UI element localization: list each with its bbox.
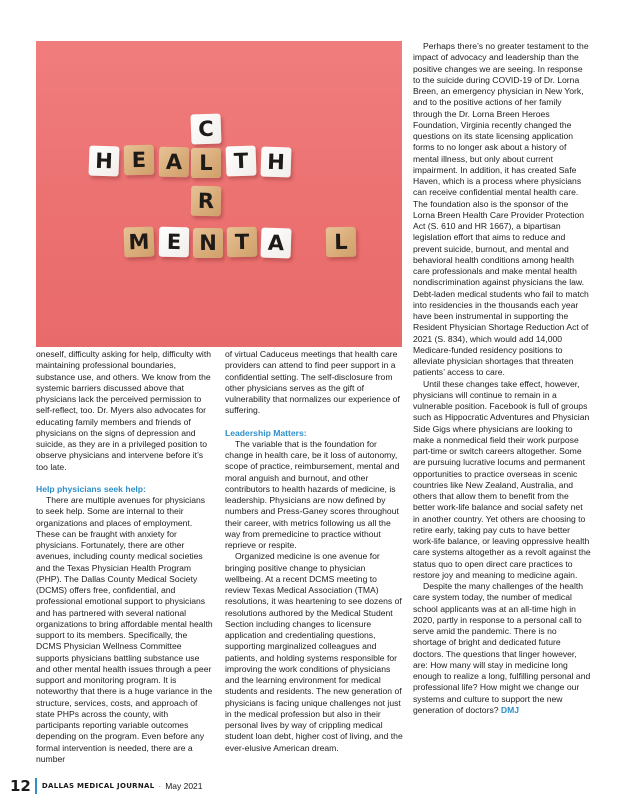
letter-tile: E xyxy=(159,227,190,258)
issue-date: May 2021 xyxy=(165,781,203,791)
letter-tile: T xyxy=(225,145,256,176)
page-footer xyxy=(10,776,203,796)
section-heading: Leadership Matters: xyxy=(225,427,307,438)
body-paragraph: Perhaps there’s no greater testament to the impact of advocacy and leadership than the positive changes we are seeing. In response to the suicide during COVID-19 of Dr. Lorna Breen, an emergency physician in New York, and to the positive actions of her family through the Dr. Lorna Breen Heroes Foundation, Virginia recently changed the questions on its state licensing application forms to no longer ask about a history of mental illness, but only about current impairment. In addition, it has created Safe Haven, which is a process where physicians can receive confidential mental health care. The foundation also is the sponsor of the Lorna Breen Health Care Provider Protection Act (S. 610 and HR 1667), a bipartisan legislation effort that aims to reduce and prevent suicide, burnout, and mental and behavioral health conditions among health care professionals and make mental health nondiscrimination against physicians the law. Debt-laden medical students who fail to match into residencies in the thousands each year have been instrumental in supporting the Resident Physician Shortage Reduction Act of 2021 (S. 834), which would add 14,000 Medicare-funded residency positions to alleviate physician shortages that threaten patients’ access to care. xyxy=(413,41,589,378)
page-number: 12 xyxy=(10,777,31,795)
final-text: Despite the many challenges of the health care system today, the number of medical school applicants was at an all-time high in 2020, partly in response to a personal call to serve amid the pandemic. There is no shortage of bright and dedicated future doctors. The questions that linger however, are: How many will stay in medicine long enough to realize a long, fulfilling personal and professional life? How might we change our systems and culture to support the new generation of doctors? xyxy=(413,581,591,715)
section-heading: Help physicians seek help: xyxy=(36,483,146,494)
letter-tile: T xyxy=(227,227,258,258)
letter-tile: H xyxy=(260,146,291,177)
column-3 xyxy=(413,41,591,716)
journal-name: DALLAS MEDICAL JOURNAL xyxy=(41,782,155,790)
letter-tile: C xyxy=(190,113,221,144)
column-2 xyxy=(225,349,403,754)
letter-tile: R xyxy=(191,186,222,217)
letter-tile: H xyxy=(88,145,119,176)
body-paragraph-final xyxy=(413,581,591,716)
body-paragraph: There are multiple avenues for physicians to seek help. Some are internal to their organizations and places of employment. These can be fraught with anxiety for physicians. Fortunately, there are other avenues, including county medical societies and the Texas Physician Health Program (PHP). The Dallas County Medical Society (DCMS) offers free, confidential, and professional emotional support to physicians and has partnered with several national organizations to bring affordable mental health support to its members. Specifically, the DCMS Physician Wellness Committee supports physicians battling substance use and other mental health issues through a peer support and monitoring program. It is noteworthy that there is a huge variance in the structure, services, costs, and approach of state PHPs across the county, with participants reporting variable outcomes depending on the program. Even before any formal intervention is needed, there are a number xyxy=(36,495,213,764)
letter-tile: L xyxy=(326,227,357,258)
letter-tile: E xyxy=(124,145,155,176)
letter-tile: A xyxy=(159,147,190,178)
column-1 xyxy=(36,349,214,765)
article-photo xyxy=(36,41,402,347)
letter-tile: L xyxy=(191,148,221,178)
body-paragraph: of virtual Caduceus meetings that health care providers can attend to find peer support in a confidential setting. The self-disclosure from other physicians serves as the gift of vulnerability that normalizes our experience of suffering. xyxy=(225,349,400,416)
body-paragraph: Until these changes take effect, however, physicians will continue to remain in a vulnerable position. Facebook is full of groups such as Hippocratic Adventures and Physician Side Gigs where physicians are looking to make a nonmedical field their work purpose part-time or switch careers altogether. Some are pursuing lucrative locums and permanent opportunities to practice overseas in scenic countries like New Zealand, Australia, and others that allow them to benefit from the better work-life balance and social safety net in another country. Yet others are choosing to retire early, taking pay cuts to have better work-life balance, or leaving oppressive health care systems altogether as a revolt against the status quo to open direct care practices to restore joy and meaning to medicine again. xyxy=(413,378,591,580)
footer-separator: · xyxy=(158,781,162,791)
body-paragraph: oneself, difficulty asking for help, difficulty with maintaining professional boundaries, substance use, and others. We know from the systemic barriers discussed above that physicians lack the perceived permission to self-reflect, too. Dr. Myers also advocates for educating family members and friends of physicians on the signs of depression and suicide, as they are in a privileged position to observe physicians and intervene before it’s too late. xyxy=(36,349,211,472)
body-paragraph: Organized medicine is one avenue for bringing positive change to physician wellbeing. At a recent DCMS meeting to review Texas Medical Association (TMA) resolutions, it was heartening to see dozens of resolutions authored by the Medical Student Section including changes to licensure application and credentialing questions, supporting marginalized colleagues and patients, and holding systems responsible for improving the work conditions of physicians and the learning environment for medical students and residents. The new generation of physicians is facing unique challenges not just in the medical profession but also in their personal lives by way of crippling medical student loan debt, higher cost of living, and the ever-elusive American dream. xyxy=(225,551,403,753)
signoff-mark: DMJ xyxy=(500,704,520,715)
footer-divider xyxy=(35,778,37,794)
letter-tile: M xyxy=(123,226,154,257)
letter-tile: N xyxy=(193,228,223,258)
letter-tile: A xyxy=(260,227,291,258)
body-paragraph: The variable that is the foundation for change in health care, be it loss of autonomy, scope of practice, reimbursement, mental and moral anguish and burnout, and other contributors to health hazards of medicine, is leadership. Physicians are now defined by numbers and Press-Ganey scores throughout their career, with metrics following us all the way from premedicine to practice without reprieve or respite. xyxy=(225,438,400,550)
